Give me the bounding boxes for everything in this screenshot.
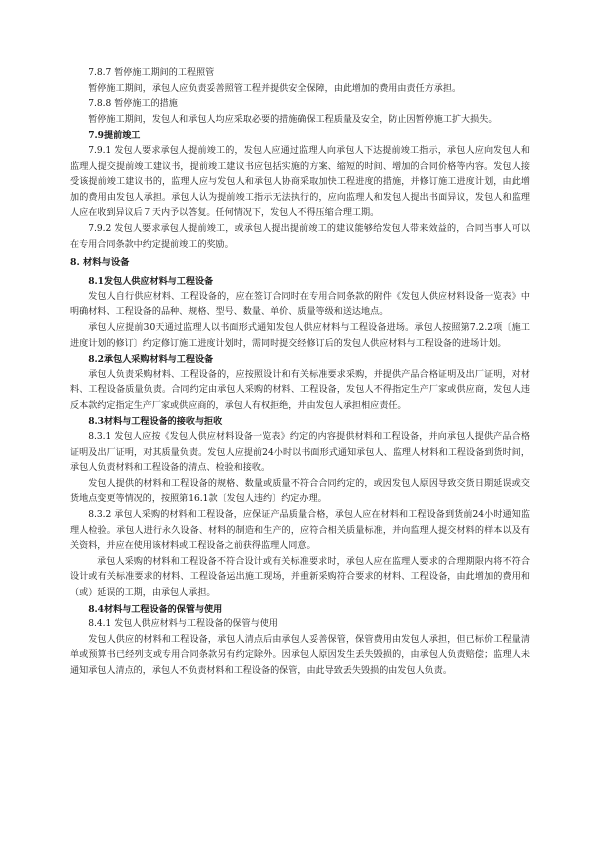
section-heading-7-8-8: 7.8.8 暂停施工的措施 — [88, 99, 178, 110]
section-heading-8-4-1: 8.4.1 发包人供应材料与工程设备的保管与使用 — [88, 619, 278, 630]
body-paragraph: 承包人采购的材料和工程设备不符合设计或有关标准要求时，承包人应在监理人要求的合理期限内将不符合设计或有关标准要求的材料、工程设备运出施工现场，并重新采购符合要求的材料、工程设备，由此增加的费用和（或）延误的工期，由承包人承担。 — [70, 556, 530, 598]
section-heading-8-3: 8.3材料与工程设备的接收与拒收 — [88, 416, 223, 428]
body-paragraph: 发包人自行供应材料、工程设备的，应在签订合同时在专用合同条款的附件《发包人供应材料设备一览表》中明确材料、工程设备的品种、规格、型号、数量、单价、质量等级和送达地点。 — [70, 291, 530, 318]
section-heading-7-8-7: 7.8.7 暂停施工期间的工程照管 — [88, 68, 215, 78]
section-heading-8-2: 8.2承包人采购材料与工程设备 — [88, 354, 214, 366]
body-paragraph: 承包人负责采购材料、工程设备的，应按照设计和有关标准要求采购，并提供产品合格证明及出厂证明，对材料、工程设备质量负责。合同约定由承包人采购的材料、工程设备，发包人不得指定生产厂家或供应商，发包人违反本款约定指定生产厂家或供应商的，承包人有权拒绝，并由发包人承担相应责任。 — [70, 369, 530, 411]
document-page — [70, 66, 530, 680]
body-paragraph: 暂停施工期间，发包人和承包人均应采取必要的措施确保工程质量及安全，防止因暂停施工扩大损失。 — [88, 114, 498, 125]
section-heading-7-9: 7.9提前竣工 — [88, 130, 141, 142]
body-paragraph: 暂停施工期间，承包人应负责妥善照管工程并提供安全保障，由此增加的费用由责任方承担。 — [88, 83, 462, 94]
body-paragraph: 7.9.1 发包人要求承包人提前竣工的，发包人应通过监理人向承包人下达提前竣工指示，承包人应向发包人和监理人提交提前竣工建议书，提前竣工建议书应包括实施的方案、缩短的时间、增加的合同价格等内容。发包人接受该提前竣工建议书的，监理人应与发包人和承包人协商采取加快工程进度的措施，并修订施工进度计划，由此增加的费用由发包人承担。承包人认为提前竣工指示无法执行的，应向监理人和发包人提出书面异议，发包人和监理人应在收到异议后７天内予以答复。任何情况下，发包人不得压缩合理工期。 — [70, 145, 530, 219]
body-paragraph: 发包人提供的材料和工程设备的规格、数量或质量不符合合同约定的，或因发包人原因导致交货日期延误或交货地点变更等情况的，按照第16.1款〔发包人违约〕约定办理。 — [70, 478, 530, 505]
chapter-heading-8: 8. 材料与设备 — [70, 257, 130, 269]
body-paragraph: 8.3.2 承包人采购的材料和工程设备，应保证产品质量合格，承包人应在材料和工程设备到货前24小时通知监理人检验。承包人进行永久设备、材料的制造和生产的，应符合相关质量标准，并向监理人提交材料的样本以及有关资料，并应在使用该材料或工程设备之前获得监理人同意。 — [70, 510, 530, 552]
body-paragraph: 7.9.2 发包人要求承包人提前竣工，或承包人提出提前竣工的建议能够给发包人带来效益的，合同当事人可以在专用合同条款中约定提前竣工的奖励。 — [70, 223, 530, 250]
body-paragraph: 承包人应提前30天通过监理人以书面形式通知发包人供应材料与工程设备进场。承包人按照第7.2.2项〔施工进度计划的修订〕约定修订施工进度计划时，需同时提交经修订后的发包人供应材料与工程设备的进场计划。 — [70, 322, 530, 349]
section-heading-8-1: 8.1发包人供应材料与工程设备 — [88, 276, 214, 288]
section-heading-8-4: 8.4材料与工程设备的保管与使用 — [88, 603, 223, 615]
body-paragraph: 发包人供应的材料和工程设备，承包人清点后由承包人妥善保管，保管费用由发包人承担，但已标价工程量清单或预算书已经列支或专用合同条款另有约定除外。因承包人原因发生丢失毁损的，由承包人负责赔偿；监理人未通知承包人清点的，承包人不负责材料和工程设备的保管，由此导致丢失毁损的由发包人负责。 — [70, 634, 530, 676]
body-paragraph: 8.3.1 发包人应按《发包人供应材料设备一览表》约定的内容提供材料和工程设备，并向承包人提供产品合格证明及出厂证明，对其质量负责。发包人应提前24小时以书面形式通知承包人、监理人材料和工程设备到货时间，承包人负责材料和工程设备的清点、检验和接收。 — [70, 432, 530, 474]
